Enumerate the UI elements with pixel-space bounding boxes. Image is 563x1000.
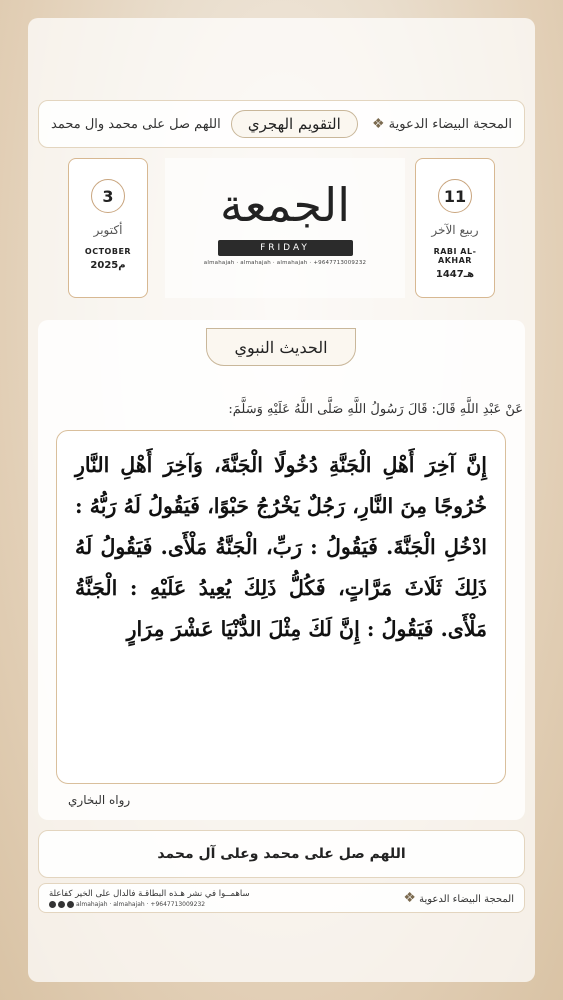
- org-logo-icon: ❖: [371, 116, 385, 132]
- hijri-month-en: RABI AL- AKHAR: [433, 247, 477, 265]
- hadith-section-title: الحديث النبوي: [206, 328, 356, 366]
- header-prayer: اللهم صل على محمد وال محمد: [51, 116, 221, 132]
- footer-contacts: [49, 901, 250, 908]
- footer-info: [49, 889, 250, 908]
- prayer-bar: اللهم صل على محمد وعلى آل محمد: [38, 830, 525, 878]
- gregorian-date-card: [68, 158, 148, 298]
- footer-brand: [399, 890, 514, 906]
- header-title: التقويم الهجري: [231, 110, 358, 138]
- footer-message: ساهمــوا في نشر هـذه البطاقـة فالدال على الخير كفاعلة: [49, 888, 250, 899]
- facebook-icon: [49, 901, 56, 908]
- hadith-intro: عَنْ عَبْدِ اللَّهِ قَالَ: قَالَ رَسُولُ اللَّهِ صَلَّى اللَّهُ عَلَيْهِ وَسَلَّمَ:: [228, 402, 523, 417]
- contact-text: almahajah · almahajah · +9647713009232: [76, 900, 206, 908]
- hijri-date-card: [415, 158, 495, 298]
- gregorian-month-ar: أكتوبر: [93, 223, 123, 237]
- hijri-month-ar: ربيع الآخر: [431, 223, 479, 237]
- hadith-source: رواه البخاري: [68, 793, 131, 807]
- social-handles: almahajah · almahajah · almahajah · +9647713009232: [203, 260, 367, 266]
- hijri-year: 1447هـ: [435, 269, 475, 280]
- weekday-panel: [165, 158, 405, 298]
- telegram-icon: [58, 901, 65, 908]
- gregorian-year: 2025م: [90, 260, 126, 271]
- gregorian-month-en: OCTOBER: [84, 247, 132, 256]
- header-bar: [38, 100, 525, 148]
- footer-logo-icon: ❖: [403, 890, 416, 906]
- hadith-text: إِنَّ آخِرَ أَهْلِ الْجَنَّةِ دُخُولًا الْجَنَّةَ، وَآخِرَ أَهْلِ النَّارِ خُرُوجًا مِنَ النَّارِ، رَجُلٌ يَخْرُجُ حَبْوًا، فَيَقُولُ لَهُ رَبُّهُ : ادْخُلِ الْجَنَّةَ. فَيَقُولُ : رَبِّ، الْجَنَّةُ مَلْأَى. فَيَقُولُ لَهُ ذَلِكَ ثَلَاثَ مَرَّاتٍ، فَكُلُّ ذَلِكَ يُعِيدُ عَلَيْهِ : الْجَنَّةُ مَلْأَى. فَيَقُولُ : إِنَّ لَكَ مِثْلَ الدُّنْيَا عَشْرَ مِرَارٍ: [75, 453, 487, 641]
- gregorian-day: 3: [91, 179, 125, 213]
- footer-bar: [38, 883, 525, 913]
- hijri-day: 11: [438, 179, 472, 213]
- hadith-text-box: [56, 430, 506, 784]
- footer-brand-name: المحجة البيضاء الدعوية: [419, 894, 514, 905]
- weekday-english: FRIDAY: [218, 240, 353, 256]
- weekday-arabic: الجمعة: [220, 178, 350, 232]
- header-org: [368, 116, 512, 132]
- instagram-icon: [67, 901, 74, 908]
- org-name: المحجة البيضاء الدعوية: [388, 117, 512, 132]
